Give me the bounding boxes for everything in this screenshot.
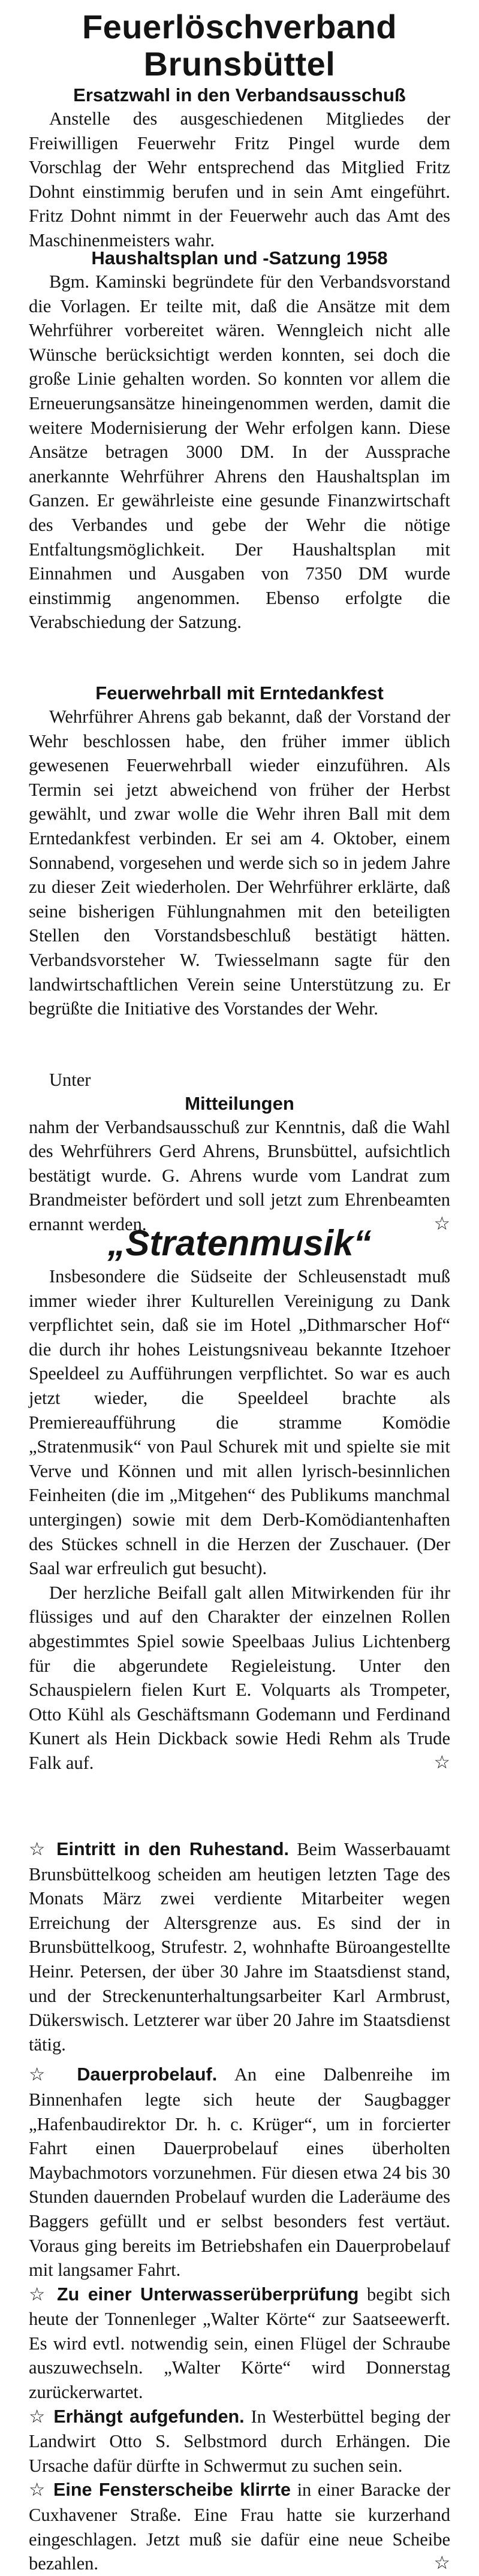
star-icon: ☆ — [29, 1839, 49, 1860]
star-icon: ☆ — [29, 2406, 47, 2427]
news-text: In Westerbüttel beging der Landwirt Otto S. Selbstmord durch Erhängen. Die Ursache dafür dürfte in Schwermut zu suchen sein. — [29, 2406, 450, 2476]
paragraph: Insbesondere die Südseite der Schleusenstadt muß immer wieder ihrer Kulturellen Vereinigung zu Dank verpflichtet sein, daß sie im Hotel „Dithmarscher Hof“ die durch ihr hohes Leistungsniveau bekannte Itzehoer Speeldeel zu Aufführungen verpflichtet. So war es auch jetzt wieder, die Speeldeel brachte als Premiereaufführung die stramme Komödie „Stratenmusik“ von Paul Schurek mit und spielte sie mit Verve und Können und mit allen lyrisch-besinnlichen Feinheiten (die im „Mitgehen“ des Publikums manchmal untergingen) sowie mit dem Derb-Komödiantenhaften des Stückes schnell in die Herzen der Zuschauer. (Der Saal war erfreulich gut besucht). — [29, 1266, 450, 1579]
news-heading: Eintritt in den Ruhestand. — [56, 1839, 289, 1859]
end-star-icon: ☆ — [433, 2553, 450, 2574]
news-text: Beim Wasserbauamt Brunsbüttelkoog scheiden am heutigen letzten Tage des Monats März zwei verdiente Mitarbeiter wegen Erreichung der Altersgrenze aus. Es sind der in Brunsbüttelkoog, Strufestr. 2, wohnhafte Büroangestellte Heinr. Petersen, der über 30 Jahre im Staatsdienst stand, und der Streckenunterhaltungsarbeiter Karl Armbrust, Dükerswisch. Letzterer war über 20 Jahre im Staatsdienst tätig. — [29, 1839, 451, 2055]
article-title — [29, 8, 450, 83]
title-line-2: Brunsbüttel — [143, 45, 336, 83]
end-star-icon: ☆ — [433, 1213, 450, 1234]
section-heading: Haushaltsplan und -Satzung 1958 — [91, 247, 388, 268]
section-text: Bgm. Kaminski begründete für den Verbandsvorstand die Vorlagen. Er teilte mit, daß die Ansätze mit dem Wehrführer vorbereitet wären. Wenngleich nicht alle Wünsche berücksichtigt werden konnten, sei doch die große Linie gehalten worden. So konnten vor allem die Erneuerungsansätze hineingenommen werden, damit die weitere Modernisierung der Wehr erfolgen kann. Diese Ansätze betragen 3000 DM. In der Aussprache anerkannte Wehrführer Ahrens den Haushaltsplan im Ganzen. Er gewährleiste eine gesunde Finanzwirtschaft des Verbandes und gebe der Wehr die nötige Entfaltungsmöglichkeit. Der Haushaltsplan mit Einnahmen und Ausgaben von 7350 DM wurde einstimmig angenommen. Ebenso erfolgte die Verabschiedung der Satzung. — [29, 271, 450, 633]
title-line-1: Feuerlöschverband — [82, 8, 397, 46]
news-item — [29, 2405, 450, 2478]
section-text — [29, 1115, 450, 1237]
section-mitteilungen — [29, 1068, 450, 1237]
star-icon: ☆ — [29, 2284, 49, 2305]
section-haushaltsplan — [29, 247, 450, 635]
section-text-body: nahm der Verbandsausschuß zur Kenntnis, daß die Wahl des Wehrführers Gerd Ahrens, Brunsbüttel, aufsichtlich bestätigt wurde. G. Ahrens wurde vom Landrat zum Brandmeister befördert und soll jetzt zum Ehrenbeamten ernannt werden. — [29, 1116, 450, 1234]
news-heading: Erhängt aufgefunden. — [53, 2406, 245, 2427]
news-heading: Eine Fensterscheibe klirrte — [53, 2480, 291, 2500]
end-star-icon: ☆ — [433, 1751, 450, 1773]
news-item — [29, 2478, 450, 2575]
news-briefs — [29, 1837, 450, 2576]
news-item — [29, 1837, 450, 2056]
news-item — [29, 2282, 450, 2405]
star-icon: ☆ — [29, 2064, 59, 2086]
section-ersatzwahl — [29, 84, 450, 253]
section-text: Wehrführer Ahrens gab bekannt, daß der Vorstand der Wehr beschlossen habe, den früher immer üblich gewesenen Feuerwehrball wieder einzuführen. Als Termin sei jetzt abweichend von früher der Herbst gewählt, und zwar wolle die Wehr ihren Ball mit dem Erntedankfest verbinden. Er sei am 4. Oktober, einem Sonnabend, vorgesehen und werde sich so in jedem Jahre zu dieser Zeit wiederholen. Der Wehrführer erklärte, daß seine bisherigen Fühlungnahmen mit den beteiligten Stellen den Vorstandsbeschluß bestätigt hätten. Verbandsvorsteher W. Twiesselmann sagte für den landwirtschaftlichen Verein seine Unterstützung zu. Er begrüßte die Initiative des Vorstandes der Wehr. — [29, 706, 450, 1019]
news-text: in einer Baracke der Cuxhavener Straße. Eine Frau hatte sie kurzerhand eingeschlagen. Jetzt muß sie dafür eine neue Scheibe bezahlen. — [29, 2480, 451, 2574]
paragraph-body: Der herzliche Beifall galt allen Mitwirkenden für ihr flüssiges und auf den Charakter der einzelnen Rollen abgestimmtes Spiel sowie Speelbaas Julius Lichtenberg für die abgerundete Regieleistung. Unter den Schauspielern fielen Kurt E. Volquarts als Trompeter, Otto Kühl als Geschäftsmann Godemann und Ferdinand Kunert als Hein Dickback sowie Hedi Rehm als Trude Falk auf. — [29, 1582, 450, 1773]
news-item — [29, 2062, 450, 2282]
news-text: begibt sich heute der Tonnenleger „Walter Körte“ zur Saatseewerft. Es wird evtl. notwendig sein, einen Flügel der Schraube auszuwechseln. „Walter Körte“ wird Donnerstag zurückerwartet. — [29, 2284, 451, 2403]
section-feuerwehrball — [29, 682, 450, 1021]
section-heading: Feuerwehrball mit Erntedankfest — [95, 682, 384, 703]
article-stratenmusik — [29, 1222, 450, 1775]
news-heading: Zu einer Unterwasserüberprüfung — [56, 2284, 359, 2305]
news-text: An eine Dalbenreihe im Binnenhafen legte sich heute der Saugbagger „Hafenbaudirektor Dr. h. c. Krüger“, um in forcierter Fahrt einen Dauerprobelauf eines überholten Maybachmotors vorzunehmen. Für diesen etwa 24 bis 30 Stunden dauernden Probelauf wurden die Laderäume des Baggers gefüllt und er selbst besonders fest vertäut. Voraus ging bereits im Betriebshafen ein Dauerprobelauf mit langsamer Fahrt. — [29, 2064, 450, 2281]
section-heading: Mitteilungen — [185, 1092, 294, 1114]
article-title: „Stratenmusik“ — [107, 1223, 372, 1263]
section-heading: Ersatzwahl in den Verbandsausschuß — [73, 84, 406, 105]
section-text: Anstelle des ausgeschiedenen Mitgliedes der Freiwilligen Feuerwehr Fritz Pingel wurde dem Vorschlag der Wehr entsprechend das Mitglied Fritz Dohnt einstimmig berufen und in sein Amt eingeführt. Fritz Dohnt nimmt in der Feuerwehr auch das Amt des Maschinenmeisters wahr. — [29, 108, 450, 250]
paragraph — [29, 1581, 450, 1775]
news-heading: Dauerprobelauf. — [77, 2064, 218, 2085]
section-pre: Unter — [49, 1070, 91, 1090]
star-icon: ☆ — [29, 2480, 47, 2501]
